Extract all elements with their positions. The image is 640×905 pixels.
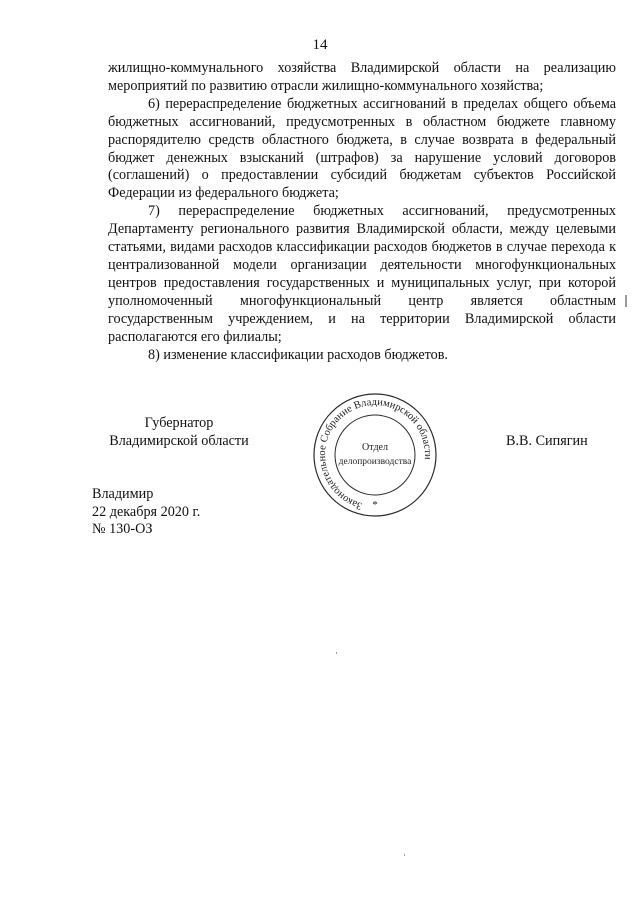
paragraph-item-7: 7) перераспределение бюджетных ассигнований, предусмотренных Департаменту регионального развития Владимирской области, между целевыми статьями, видами расходов классификации расходов бюджетов в случае перехода к централизованной модели организации деятельности многофункциональных центров предоставления государственных и муниципальных услуг, при которой уполномоченный многофункциональный центр является областным государственным учреждением, и на территории Владимирской области располагаются его филиалы; bbox=[108, 203, 616, 345]
scan-artifact bbox=[404, 854, 405, 856]
signer-position: Губернатор bbox=[144, 415, 214, 431]
place: Владимир bbox=[92, 486, 154, 502]
document-body bbox=[108, 60, 616, 364]
signing-date: 22 декабря 2020 г. bbox=[92, 503, 201, 520]
signer-region: Владимирской области bbox=[109, 433, 249, 449]
stamp-center-line-2: делопроизводства bbox=[338, 457, 412, 467]
stamp-star: * bbox=[372, 499, 378, 511]
place-date-block bbox=[92, 486, 200, 539]
signature-title bbox=[92, 414, 266, 450]
paragraph-item-6: 6) перераспределение бюджетных ассигнований в пределах общего объема бюджетных ассигнований, предусмотренных в областном бюджете главному распорядителю средств областного бюджета, в случае возврата в федеральный бюджет денежных взысканий (штрафов) за нарушение условий договоров (соглашений) о предоставлении субсидий бюджетам субъектов Российской Федерации из федерального бюджета; bbox=[108, 95, 616, 202]
page-number: 14 bbox=[312, 37, 328, 53]
scan-artifact bbox=[336, 652, 337, 654]
paragraph-continuation: жилищно-коммунального хозяйства Владимирской области на реализацию мероприятий по развитию отрасли жилищно-коммунального хозяйства; bbox=[108, 60, 616, 94]
stamp-center-line-1: Отдел bbox=[362, 442, 388, 453]
scan-artifact bbox=[625, 295, 627, 307]
official-stamp bbox=[312, 392, 438, 518]
stamp-inner-circle bbox=[335, 415, 415, 495]
stamp-ring-text: Законодательное Собрание Владимирской области bbox=[316, 396, 434, 512]
law-number: № 130-ОЗ bbox=[92, 521, 153, 537]
signer-name: В.В. Сипягин bbox=[506, 433, 588, 449]
paragraph-item-8: 8) изменение классификации расходов бюджетов. bbox=[148, 346, 448, 363]
stamp-outer-circle bbox=[314, 394, 436, 516]
